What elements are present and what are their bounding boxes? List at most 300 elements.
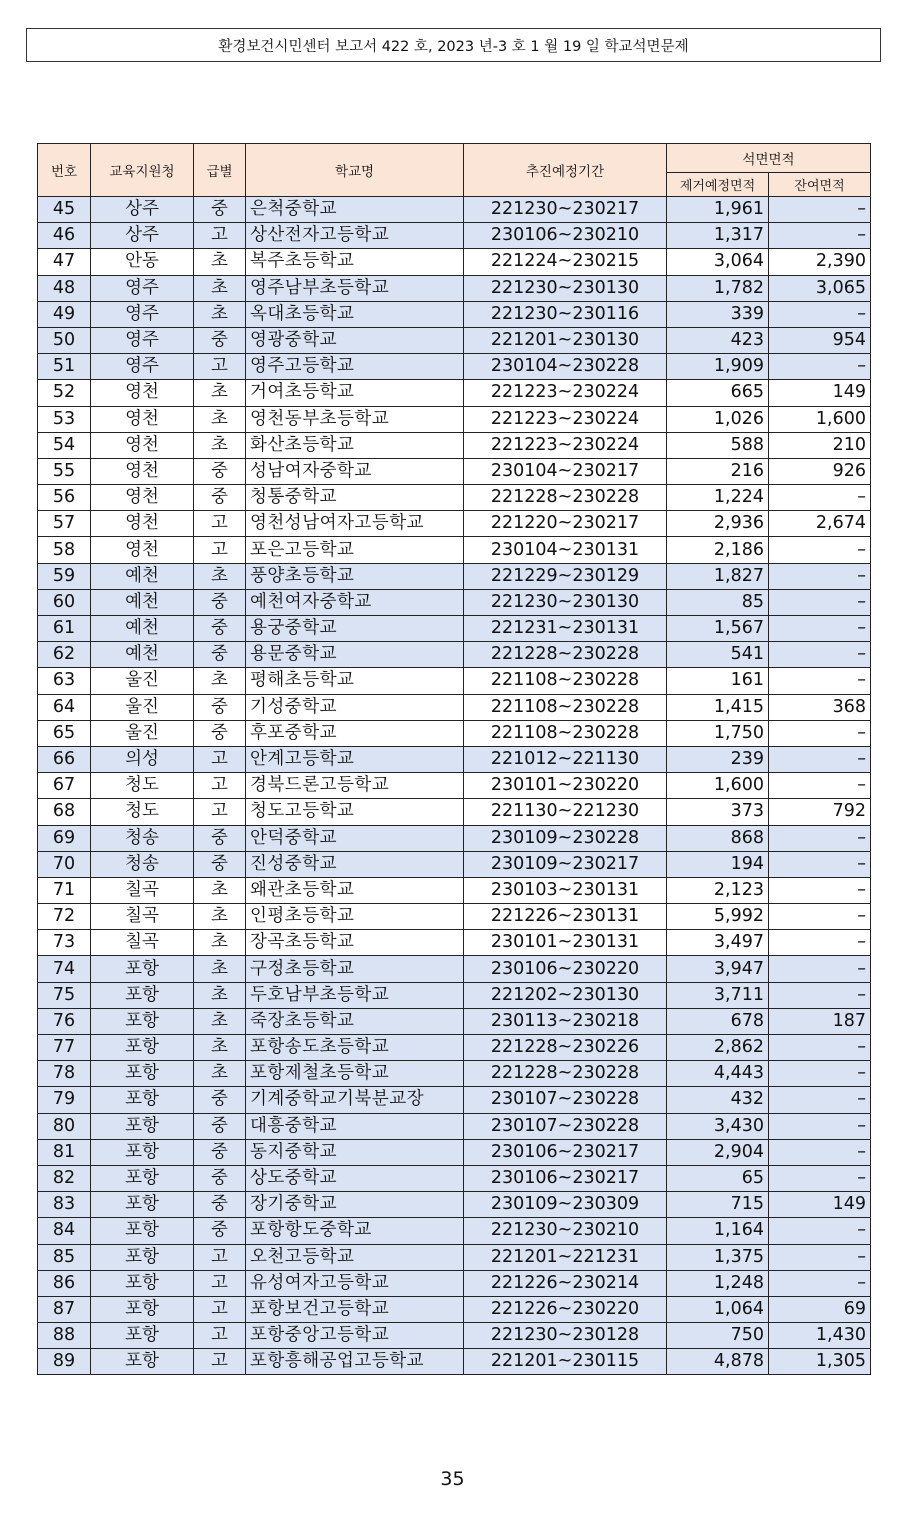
row-number: 50 bbox=[38, 327, 91, 353]
table-row bbox=[38, 1139, 871, 1165]
row-period: 221229~230129 bbox=[464, 563, 667, 589]
row-number: 59 bbox=[38, 563, 91, 589]
table-row bbox=[38, 1296, 871, 1322]
row-removed-area: 1,248 bbox=[667, 1270, 769, 1296]
row-number: 89 bbox=[38, 1349, 91, 1375]
row-level: 고 bbox=[194, 1323, 246, 1349]
row-residual-area: – bbox=[769, 485, 871, 511]
row-region: 안동 bbox=[91, 249, 194, 275]
row-period: 221223~230224 bbox=[464, 432, 667, 458]
row-removed-area: 1,064 bbox=[667, 1296, 769, 1322]
row-number: 84 bbox=[38, 1218, 91, 1244]
row-number: 46 bbox=[38, 223, 91, 249]
row-region: 예천 bbox=[91, 616, 194, 642]
row-residual-area: – bbox=[769, 746, 871, 772]
row-level: 중 bbox=[194, 485, 246, 511]
header-residual-area: 잔여면적 bbox=[769, 173, 871, 197]
row-residual-area: – bbox=[769, 1244, 871, 1270]
row-period: 221223~230224 bbox=[464, 380, 667, 406]
row-period: 221201~230115 bbox=[464, 1349, 667, 1375]
row-region: 청도 bbox=[91, 773, 194, 799]
table-row bbox=[38, 511, 871, 537]
row-school-name: 성남여자중학교 bbox=[246, 458, 464, 484]
row-removed-area: 1,224 bbox=[667, 485, 769, 511]
row-number: 73 bbox=[38, 930, 91, 956]
row-region: 포항 bbox=[91, 1061, 194, 1087]
row-level: 중 bbox=[194, 1139, 246, 1165]
row-number: 45 bbox=[38, 197, 91, 223]
row-school-name: 장기중학교 bbox=[246, 1192, 464, 1218]
row-number: 64 bbox=[38, 694, 91, 720]
row-school-name: 영주고등학교 bbox=[246, 354, 464, 380]
table-row bbox=[38, 537, 871, 563]
row-region: 영천 bbox=[91, 511, 194, 537]
table-row bbox=[38, 380, 871, 406]
row-removed-area: 432 bbox=[667, 1087, 769, 1113]
row-school-name: 진성중학교 bbox=[246, 851, 464, 877]
row-level: 고 bbox=[194, 1296, 246, 1322]
row-removed-area: 868 bbox=[667, 825, 769, 851]
row-number: 76 bbox=[38, 1008, 91, 1034]
row-region: 포항 bbox=[91, 1218, 194, 1244]
table-row bbox=[38, 1087, 871, 1113]
row-residual-area: 954 bbox=[769, 327, 871, 353]
row-region: 울진 bbox=[91, 668, 194, 694]
row-level: 고 bbox=[194, 746, 246, 772]
row-residual-area: 1,430 bbox=[769, 1323, 871, 1349]
row-number: 62 bbox=[38, 642, 91, 668]
row-school-name: 대흥중학교 bbox=[246, 1113, 464, 1139]
table-row bbox=[38, 1192, 871, 1218]
row-removed-area: 2,936 bbox=[667, 511, 769, 537]
table-row bbox=[38, 301, 871, 327]
row-school-name: 오천고등학교 bbox=[246, 1244, 464, 1270]
row-number: 75 bbox=[38, 982, 91, 1008]
row-region: 포항 bbox=[91, 1113, 194, 1139]
header-period: 추진예정기간 bbox=[464, 144, 667, 197]
row-period: 221230~230128 bbox=[464, 1323, 667, 1349]
row-number: 67 bbox=[38, 773, 91, 799]
row-period: 221228~230228 bbox=[464, 485, 667, 511]
row-residual-area: – bbox=[769, 537, 871, 563]
row-residual-area: – bbox=[769, 197, 871, 223]
row-region: 영천 bbox=[91, 458, 194, 484]
row-residual-area: – bbox=[769, 851, 871, 877]
row-region: 영주 bbox=[91, 327, 194, 353]
row-school-name: 구정초등학교 bbox=[246, 956, 464, 982]
row-removed-area: 3,497 bbox=[667, 930, 769, 956]
row-region: 포항 bbox=[91, 1008, 194, 1034]
row-level: 중 bbox=[194, 589, 246, 615]
row-removed-area: 1,600 bbox=[667, 773, 769, 799]
row-period: 221202~230130 bbox=[464, 982, 667, 1008]
row-removed-area: 1,827 bbox=[667, 563, 769, 589]
row-school-name: 기계중학교기북분교장 bbox=[246, 1087, 464, 1113]
row-number: 88 bbox=[38, 1323, 91, 1349]
row-removed-area: 161 bbox=[667, 668, 769, 694]
row-region: 포항 bbox=[91, 1296, 194, 1322]
row-period: 230109~230217 bbox=[464, 851, 667, 877]
row-period: 221223~230224 bbox=[464, 406, 667, 432]
row-number: 86 bbox=[38, 1270, 91, 1296]
row-level: 중 bbox=[194, 1218, 246, 1244]
row-number: 68 bbox=[38, 799, 91, 825]
row-removed-area: 339 bbox=[667, 301, 769, 327]
row-region: 포항 bbox=[91, 1244, 194, 1270]
row-region: 상주 bbox=[91, 223, 194, 249]
row-residual-area: – bbox=[769, 1061, 871, 1087]
row-school-name: 포항중앙고등학교 bbox=[246, 1323, 464, 1349]
row-school-name: 죽장초등학교 bbox=[246, 1008, 464, 1034]
row-removed-area: 194 bbox=[667, 851, 769, 877]
row-period: 221108~230228 bbox=[464, 668, 667, 694]
row-region: 영천 bbox=[91, 537, 194, 563]
row-school-name: 영천동부초등학교 bbox=[246, 406, 464, 432]
row-school-name: 청도고등학교 bbox=[246, 799, 464, 825]
table-row bbox=[38, 1244, 871, 1270]
row-period: 230104~230131 bbox=[464, 537, 667, 563]
row-region: 청도 bbox=[91, 799, 194, 825]
row-removed-area: 1,164 bbox=[667, 1218, 769, 1244]
row-level: 초 bbox=[194, 275, 246, 301]
row-school-name: 영천성남여자고등학교 bbox=[246, 511, 464, 537]
row-removed-area: 541 bbox=[667, 642, 769, 668]
row-residual-area: – bbox=[769, 877, 871, 903]
row-removed-area: 239 bbox=[667, 746, 769, 772]
row-region: 영천 bbox=[91, 432, 194, 458]
row-number: 80 bbox=[38, 1113, 91, 1139]
row-region: 영천 bbox=[91, 485, 194, 511]
row-number: 66 bbox=[38, 746, 91, 772]
row-residual-area: 210 bbox=[769, 432, 871, 458]
row-removed-area: 5,992 bbox=[667, 904, 769, 930]
row-region: 의성 bbox=[91, 746, 194, 772]
table-row bbox=[38, 1165, 871, 1191]
row-residual-area: – bbox=[769, 1139, 871, 1165]
row-number: 55 bbox=[38, 458, 91, 484]
table-row bbox=[38, 1035, 871, 1061]
row-number: 83 bbox=[38, 1192, 91, 1218]
row-period: 221228~230228 bbox=[464, 1061, 667, 1087]
row-period: 230109~230309 bbox=[464, 1192, 667, 1218]
row-level: 초 bbox=[194, 301, 246, 327]
row-residual-area: – bbox=[769, 1165, 871, 1191]
row-level: 초 bbox=[194, 930, 246, 956]
row-school-name: 유성여자고등학교 bbox=[246, 1270, 464, 1296]
row-removed-area: 1,750 bbox=[667, 720, 769, 746]
row-period: 221230~230130 bbox=[464, 589, 667, 615]
asbestos-school-table bbox=[37, 143, 871, 1375]
row-removed-area: 2,862 bbox=[667, 1035, 769, 1061]
row-school-name: 장곡초등학교 bbox=[246, 930, 464, 956]
row-school-name: 예천여자중학교 bbox=[246, 589, 464, 615]
row-school-name: 옥대초등학교 bbox=[246, 301, 464, 327]
row-level: 초 bbox=[194, 982, 246, 1008]
row-period: 230104~230228 bbox=[464, 354, 667, 380]
row-school-name: 은척중학교 bbox=[246, 197, 464, 223]
row-removed-area: 3,064 bbox=[667, 249, 769, 275]
row-region: 칠곡 bbox=[91, 904, 194, 930]
row-school-name: 안계고등학교 bbox=[246, 746, 464, 772]
row-school-name: 기성중학교 bbox=[246, 694, 464, 720]
row-school-name: 포항송도초등학교 bbox=[246, 1035, 464, 1061]
row-residual-area: – bbox=[769, 825, 871, 851]
row-region: 포항 bbox=[91, 1270, 194, 1296]
row-removed-area: 1,317 bbox=[667, 223, 769, 249]
row-removed-area: 1,961 bbox=[667, 197, 769, 223]
row-residual-area: 1,600 bbox=[769, 406, 871, 432]
row-removed-area: 1,909 bbox=[667, 354, 769, 380]
table-row bbox=[38, 249, 871, 275]
header-no: 번호 bbox=[38, 144, 91, 197]
table-row bbox=[38, 746, 871, 772]
table-row bbox=[38, 589, 871, 615]
row-number: 74 bbox=[38, 956, 91, 982]
row-school-name: 풍양초등학교 bbox=[246, 563, 464, 589]
row-period: 221230~230217 bbox=[464, 197, 667, 223]
row-level: 초 bbox=[194, 1061, 246, 1087]
row-region: 포항 bbox=[91, 1192, 194, 1218]
table-row bbox=[38, 956, 871, 982]
row-removed-area: 1,026 bbox=[667, 406, 769, 432]
row-level: 초 bbox=[194, 249, 246, 275]
row-period: 230101~230131 bbox=[464, 930, 667, 956]
row-removed-area: 2,904 bbox=[667, 1139, 769, 1165]
row-number: 52 bbox=[38, 380, 91, 406]
table-row bbox=[38, 825, 871, 851]
row-removed-area: 216 bbox=[667, 458, 769, 484]
row-residual-area: – bbox=[769, 1218, 871, 1244]
row-level: 중 bbox=[194, 1113, 246, 1139]
table-row bbox=[38, 327, 871, 353]
table-row bbox=[38, 275, 871, 301]
row-school-name: 두호남부초등학교 bbox=[246, 982, 464, 1008]
row-school-name: 복주초등학교 bbox=[246, 249, 464, 275]
row-region: 포항 bbox=[91, 1323, 194, 1349]
row-removed-area: 665 bbox=[667, 380, 769, 406]
row-level: 초 bbox=[194, 406, 246, 432]
row-number: 70 bbox=[38, 851, 91, 877]
row-removed-area: 1,415 bbox=[667, 694, 769, 720]
row-period: 230113~230218 bbox=[464, 1008, 667, 1034]
row-number: 82 bbox=[38, 1165, 91, 1191]
row-region: 영천 bbox=[91, 380, 194, 406]
row-period: 230101~230220 bbox=[464, 773, 667, 799]
row-residual-area: 149 bbox=[769, 1192, 871, 1218]
row-number: 72 bbox=[38, 904, 91, 930]
row-region: 예천 bbox=[91, 589, 194, 615]
row-residual-area: – bbox=[769, 773, 871, 799]
row-school-name: 포항항도중학교 bbox=[246, 1218, 464, 1244]
row-number: 47 bbox=[38, 249, 91, 275]
row-residual-area: – bbox=[769, 1087, 871, 1113]
table-row bbox=[38, 1113, 871, 1139]
row-removed-area: 1,567 bbox=[667, 616, 769, 642]
row-period: 230109~230228 bbox=[464, 825, 667, 851]
row-residual-area: – bbox=[769, 720, 871, 746]
row-residual-area: 69 bbox=[769, 1296, 871, 1322]
row-period: 221226~230214 bbox=[464, 1270, 667, 1296]
row-period: 230106~230220 bbox=[464, 956, 667, 982]
table-row bbox=[38, 1218, 871, 1244]
table-row bbox=[38, 982, 871, 1008]
row-removed-area: 588 bbox=[667, 432, 769, 458]
row-school-name: 상도중학교 bbox=[246, 1165, 464, 1191]
row-number: 60 bbox=[38, 589, 91, 615]
row-residual-area: – bbox=[769, 642, 871, 668]
row-school-name: 용궁중학교 bbox=[246, 616, 464, 642]
row-level: 초 bbox=[194, 432, 246, 458]
row-number: 57 bbox=[38, 511, 91, 537]
row-period: 221228~230226 bbox=[464, 1035, 667, 1061]
row-level: 중 bbox=[194, 825, 246, 851]
table-row bbox=[38, 1349, 871, 1375]
row-school-name: 경북드론고등학교 bbox=[246, 773, 464, 799]
row-period: 221230~230116 bbox=[464, 301, 667, 327]
row-residual-area: 149 bbox=[769, 380, 871, 406]
row-period: 221228~230228 bbox=[464, 642, 667, 668]
table-body bbox=[38, 197, 871, 1375]
row-period: 221201~221231 bbox=[464, 1244, 667, 1270]
row-region: 영천 bbox=[91, 406, 194, 432]
report-title: 환경보건시민센터 보고서 422 호, 2023 년-3 호 1 월 19 일 학교석면문제 bbox=[218, 38, 689, 55]
row-residual-area: – bbox=[769, 1035, 871, 1061]
row-residual-area: – bbox=[769, 616, 871, 642]
row-period: 221130~221230 bbox=[464, 799, 667, 825]
row-residual-area: – bbox=[769, 904, 871, 930]
table-row bbox=[38, 694, 871, 720]
row-level: 고 bbox=[194, 773, 246, 799]
table-row bbox=[38, 877, 871, 903]
row-period: 230106~230217 bbox=[464, 1139, 667, 1165]
table-row bbox=[38, 642, 871, 668]
table-row bbox=[38, 720, 871, 746]
table-row bbox=[38, 485, 871, 511]
row-period: 221226~230131 bbox=[464, 904, 667, 930]
row-residual-area: 2,674 bbox=[769, 511, 871, 537]
table-row bbox=[38, 1008, 871, 1034]
header-region: 교육지원청 bbox=[91, 144, 194, 197]
row-residual-area: – bbox=[769, 354, 871, 380]
row-period: 230103~230131 bbox=[464, 877, 667, 903]
row-removed-area: 678 bbox=[667, 1008, 769, 1034]
row-removed-area: 85 bbox=[667, 589, 769, 615]
row-removed-area: 715 bbox=[667, 1192, 769, 1218]
row-school-name: 후포중학교 bbox=[246, 720, 464, 746]
row-region: 포항 bbox=[91, 982, 194, 1008]
row-region: 포항 bbox=[91, 1035, 194, 1061]
row-removed-area: 4,443 bbox=[667, 1061, 769, 1087]
row-removed-area: 2,186 bbox=[667, 537, 769, 563]
row-level: 초 bbox=[194, 1008, 246, 1034]
row-period: 221224~230215 bbox=[464, 249, 667, 275]
report-header bbox=[26, 28, 881, 62]
row-residual-area: – bbox=[769, 1113, 871, 1139]
row-residual-area: 187 bbox=[769, 1008, 871, 1034]
row-school-name: 동지중학교 bbox=[246, 1139, 464, 1165]
row-period: 221012~221130 bbox=[464, 746, 667, 772]
table-row bbox=[38, 851, 871, 877]
row-school-name: 영주남부초등학교 bbox=[246, 275, 464, 301]
row-region: 상주 bbox=[91, 197, 194, 223]
row-number: 87 bbox=[38, 1296, 91, 1322]
page-number: 35 bbox=[440, 1468, 465, 1490]
table-row bbox=[38, 354, 871, 380]
table-row bbox=[38, 432, 871, 458]
row-region: 예천 bbox=[91, 642, 194, 668]
row-number: 53 bbox=[38, 406, 91, 432]
row-region: 포항 bbox=[91, 1349, 194, 1375]
row-school-name: 포은고등학교 bbox=[246, 537, 464, 563]
row-number: 56 bbox=[38, 485, 91, 511]
row-level: 중 bbox=[194, 616, 246, 642]
row-residual-area: 368 bbox=[769, 694, 871, 720]
row-number: 63 bbox=[38, 668, 91, 694]
row-level: 중 bbox=[194, 694, 246, 720]
row-period: 221230~230130 bbox=[464, 275, 667, 301]
row-region: 영주 bbox=[91, 354, 194, 380]
table-row bbox=[38, 773, 871, 799]
row-number: 78 bbox=[38, 1061, 91, 1087]
row-removed-area: 423 bbox=[667, 327, 769, 353]
row-level: 초 bbox=[194, 1035, 246, 1061]
row-residual-area: 2,390 bbox=[769, 249, 871, 275]
table-row bbox=[38, 563, 871, 589]
row-level: 초 bbox=[194, 668, 246, 694]
row-residual-area: – bbox=[769, 956, 871, 982]
row-removed-area: 1,375 bbox=[667, 1244, 769, 1270]
row-level: 초 bbox=[194, 380, 246, 406]
row-removed-area: 750 bbox=[667, 1323, 769, 1349]
row-period: 221230~230210 bbox=[464, 1218, 667, 1244]
row-level: 중 bbox=[194, 851, 246, 877]
row-number: 79 bbox=[38, 1087, 91, 1113]
row-period: 221220~230217 bbox=[464, 511, 667, 537]
row-school-name: 청통중학교 bbox=[246, 485, 464, 511]
row-school-name: 거여초등학교 bbox=[246, 380, 464, 406]
row-residual-area: – bbox=[769, 668, 871, 694]
row-number: 58 bbox=[38, 537, 91, 563]
row-number: 69 bbox=[38, 825, 91, 851]
row-school-name: 평해초등학교 bbox=[246, 668, 464, 694]
row-level: 고 bbox=[194, 799, 246, 825]
row-region: 포항 bbox=[91, 1165, 194, 1191]
row-level: 중 bbox=[194, 327, 246, 353]
row-level: 중 bbox=[194, 642, 246, 668]
row-removed-area: 1,782 bbox=[667, 275, 769, 301]
row-level: 중 bbox=[194, 1192, 246, 1218]
row-removed-area: 3,430 bbox=[667, 1113, 769, 1139]
row-region: 포항 bbox=[91, 1087, 194, 1113]
row-region: 영주 bbox=[91, 301, 194, 327]
row-level: 고 bbox=[194, 223, 246, 249]
header-level: 급별 bbox=[194, 144, 246, 197]
row-period: 230106~230210 bbox=[464, 223, 667, 249]
row-residual-area: – bbox=[769, 301, 871, 327]
row-school-name: 인평초등학교 bbox=[246, 904, 464, 930]
row-school-name: 포항제철초등학교 bbox=[246, 1061, 464, 1087]
row-number: 65 bbox=[38, 720, 91, 746]
table-row bbox=[38, 197, 871, 223]
row-period: 230107~230228 bbox=[464, 1113, 667, 1139]
row-removed-area: 4,878 bbox=[667, 1349, 769, 1375]
row-residual-area: 1,305 bbox=[769, 1349, 871, 1375]
row-level: 고 bbox=[194, 1270, 246, 1296]
row-residual-area: – bbox=[769, 223, 871, 249]
row-level: 중 bbox=[194, 1165, 246, 1191]
row-period: 221231~230131 bbox=[464, 616, 667, 642]
row-school-name: 영광중학교 bbox=[246, 327, 464, 353]
